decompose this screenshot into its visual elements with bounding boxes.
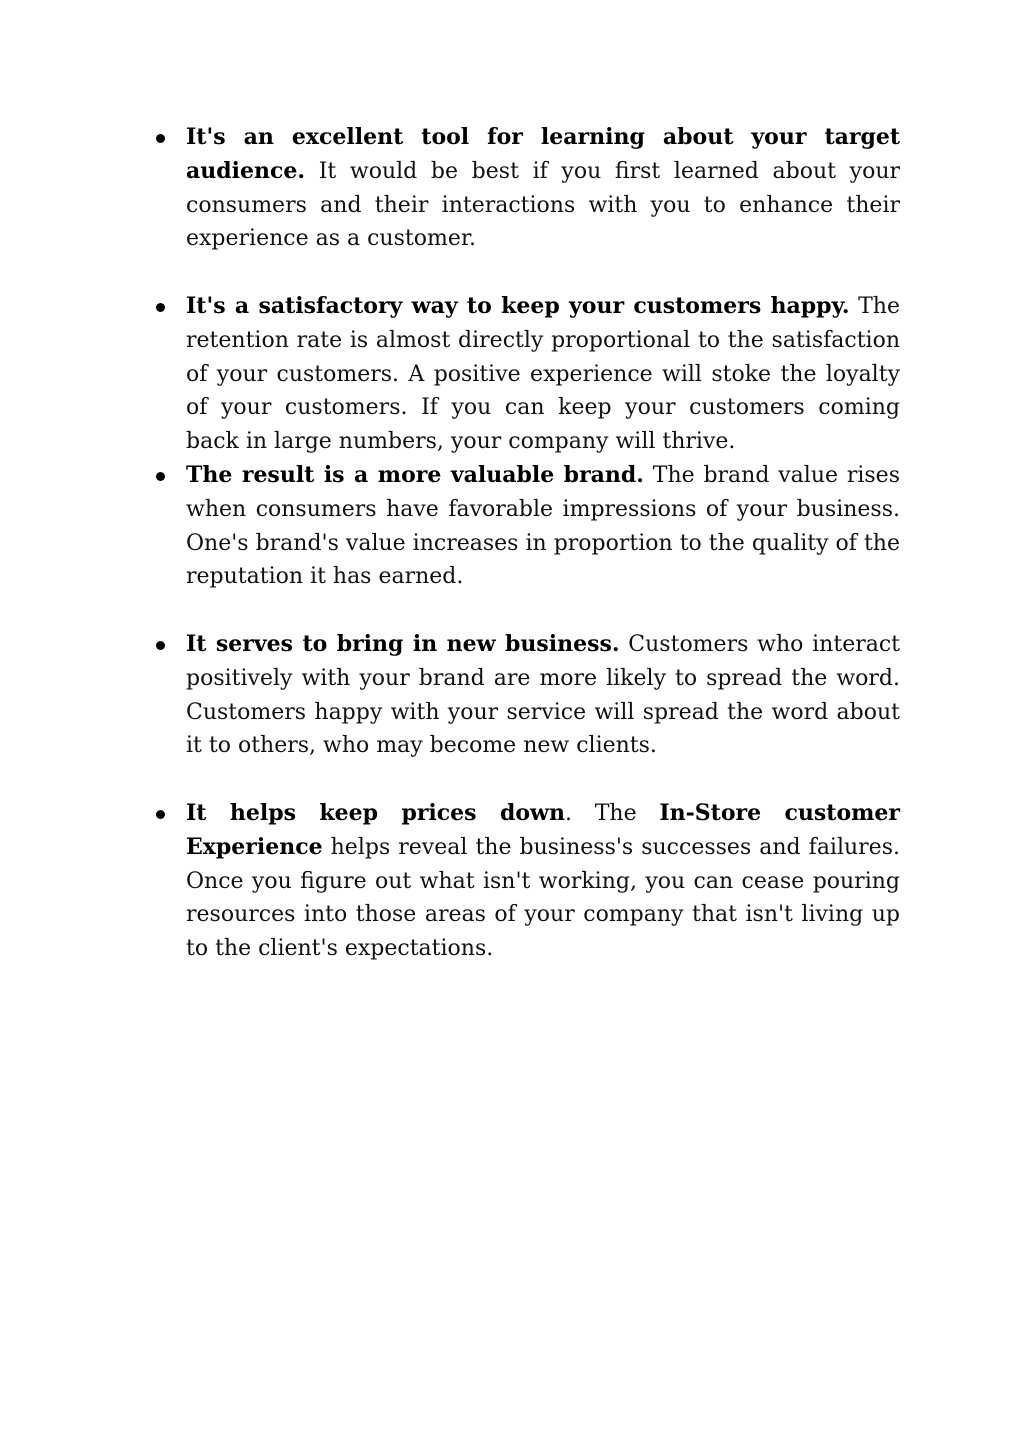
bullet-text: helps reveal the business's successes and failures. Once you figure out what isn't working, you can cease pouring resources into those areas of your company that isn't living up to the client's expectations. (186, 834, 900, 962)
bullet-text: It would be best if you first learned about your consumers and their interactions with you to enhance their experience as a customer. (186, 158, 900, 252)
bullet-text: . The (564, 800, 660, 826)
list-item (156, 121, 900, 256)
bullet-emphasis: In-Store customer Experience (186, 799, 900, 860)
bullet-lead: It helps keep prices down (186, 799, 565, 826)
bullet-icon (156, 810, 165, 819)
bullet-icon (156, 641, 165, 650)
bullet-text: Customers who interact positively with your brand are more likely to spread the word. Customers happy with your service will spread the word about it to others, who may become new clients. (186, 631, 901, 759)
bullet-lead: It's an excellent tool for learning about your target audience. (186, 124, 900, 184)
bullet-lead: It's a satisfactory way to keep your customers happy. (186, 292, 850, 319)
bullet-lead: It serves to bring in new business. (186, 630, 620, 657)
bullet-text: The brand value rises when consumers have favorable impressions of your business. One's brand's value increases in proportion to the quality of the reputation it has earned. (186, 462, 900, 590)
list-item (156, 797, 900, 966)
bullet-icon (156, 134, 165, 143)
bullet-text: The retention rate is almost directly proportional to the satisfaction of your customers. A positive experience will stoke the loyalty of your customers. If you can keep your customers coming back in large numbers, your company will thrive. (186, 293, 900, 455)
list-item (156, 628, 900, 763)
bullet-icon (156, 303, 165, 312)
bullet-icon (156, 472, 165, 481)
list-item (156, 459, 900, 594)
list-item (156, 290, 900, 459)
bullet-lead: The result is a more valuable brand. (186, 461, 644, 488)
benefits-bullet-list (156, 121, 900, 966)
